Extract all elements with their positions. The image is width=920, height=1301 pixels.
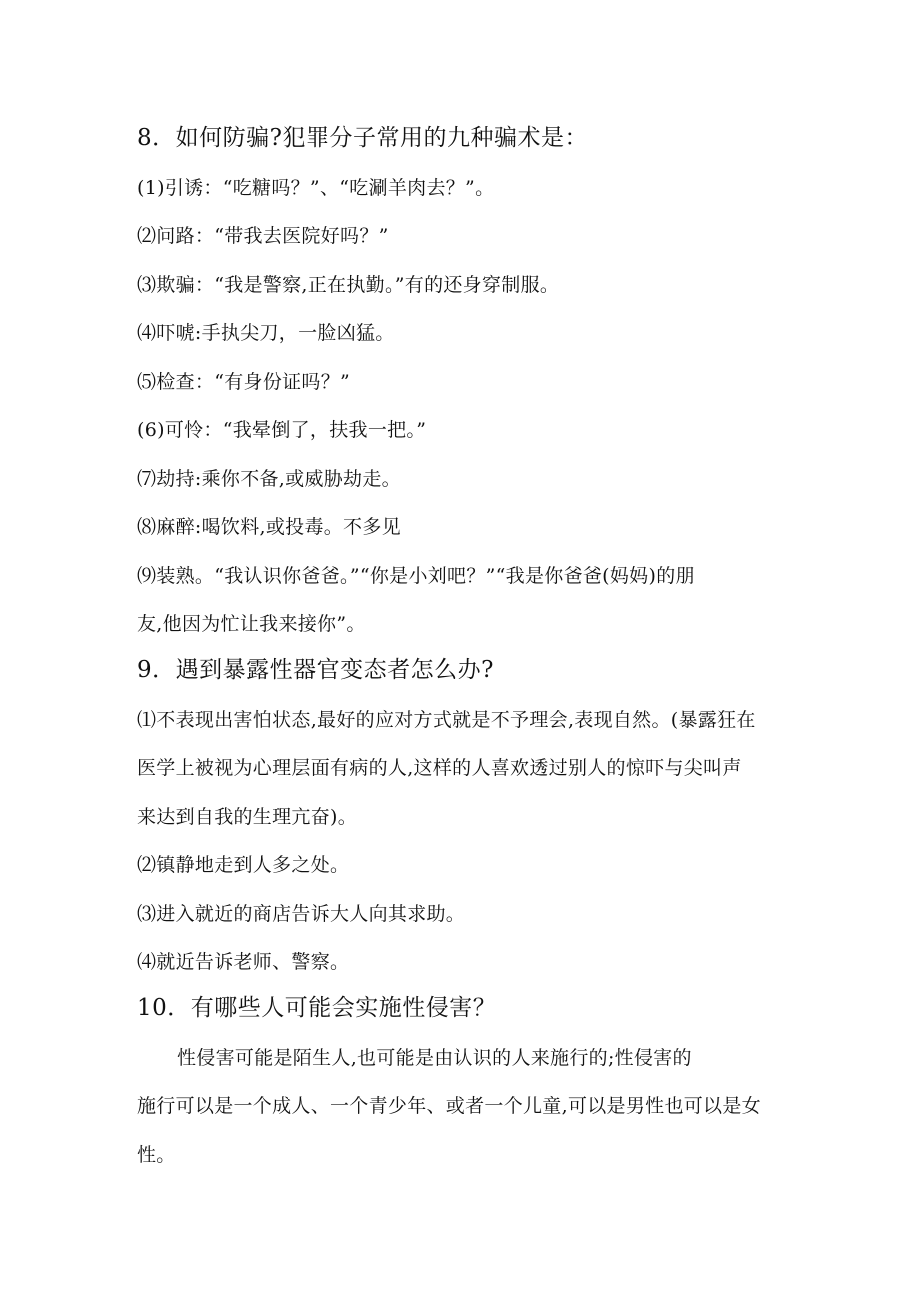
text-line: 医学上被视为心理层面有病的人,这样的人喜欢透过别人的惊吓与尖叫声 xyxy=(137,757,742,779)
section-heading-10: 10．有哪些人可能会实施性侵害？ xyxy=(137,995,497,1021)
text-line: ⑶欺骗：“我是警察,正在执勤。”有的还身穿制服。 xyxy=(137,274,560,296)
text-line: ⑶进入就近的商店告诉大人向其求助。 xyxy=(137,903,466,925)
text-line: (6)可怜：“我晕倒了，扶我一把。” xyxy=(137,419,427,441)
text-line: 性。 xyxy=(137,1144,176,1166)
text-line: 性侵害可能是陌生人,也可能是由认识的人来施行的;性侵害的 xyxy=(177,1047,692,1069)
text-line: ⑸检查：“有身份证吗？” xyxy=(137,371,351,393)
text-line: ⑺劫持:乘你不备,或威胁劫走。 xyxy=(137,468,401,490)
text-line: ⑴不表现出害怕状态,最好的应对方式就是不予理会,表现自然。(暴露狂在 xyxy=(137,709,756,731)
text-line: ⑵问路：“带我去医院好吗？” xyxy=(137,225,389,247)
text-line: ⑷吓唬:手执尖刀，一脸凶猛。 xyxy=(137,322,395,344)
text-line: 友,他因为忙让我来接你”。 xyxy=(137,613,366,635)
section-heading-8: 8．如何防骗?犯罪分子常用的九种骗术是： xyxy=(137,125,588,151)
text-line: 来达到自我的生理亢奋)。 xyxy=(137,806,358,828)
text-line: ⑵镇静地走到人多之处。 xyxy=(137,854,350,876)
text-line: ⑻麻醉:喝饮料,或投毒。不多见 xyxy=(137,516,401,538)
text-line: ⑼装熟。“我认识你爸爸。”“你是小刘吧？”“我是你爸爸(妈妈)的朋 xyxy=(137,565,695,587)
text-line: 施行可以是一个成人、一个青少年、或者一个儿童,可以是男性也可以是女 xyxy=(137,1095,761,1117)
section-heading-9: 9．遇到暴露性器官变态者怎么办? xyxy=(137,657,494,683)
text-line: (1)引诱：“吃糖吗？”、“吃涮羊肉去？”。 xyxy=(137,177,495,199)
text-line: ⑷就近告诉老师、警察。 xyxy=(137,951,350,973)
